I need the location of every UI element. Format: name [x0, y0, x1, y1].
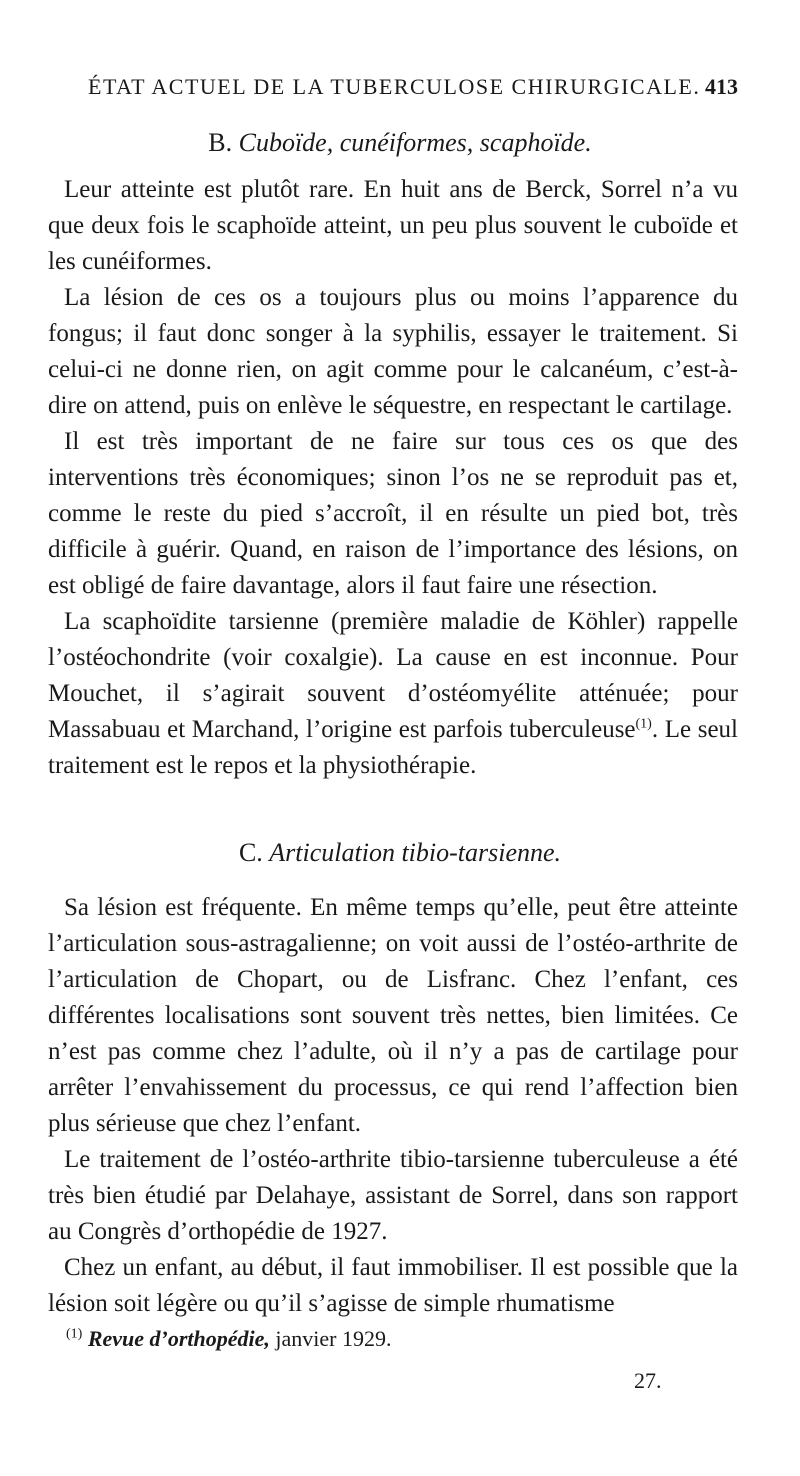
page-number: 413	[705, 74, 738, 99]
paragraph: Leur atteinte est plutôt rare. En huit ans de Berck, Sorrel n’a vu que deux fois le scaphoïde atteint, un peu plus souvent le cuboïde et les cunéiformes.	[48, 176, 738, 275]
footnote-journal: Revue d’orthopédie,	[87, 1326, 270, 1351]
paragraph: La lésion de ces os a toujours plus ou moins l’apparence du fongus; il faut donc songer à la syphilis, essayer le traitement. Si celui-ci ne donne rien, on agit comme pour le calcanéum, c’est-à-dire on attend, puis on enlève le séquestre, en respectant le cartilage.	[48, 284, 738, 419]
running-header	[88, 74, 738, 104]
printer-signature: 27.	[634, 1368, 662, 1393]
section-c-title: Articulation tibio-tarsienne.	[269, 838, 562, 867]
footnote-date: janvier 1929.	[275, 1326, 392, 1351]
paragraph-text: La scaphoïdite tarsienne (première maladie de Köhler) rappelle l’ostéochondrite (voir coxalgie). La cause en est inconnue. Pour Mouchet, il s’agirait souvent d’ostéomyélite atténuée; pour Massabuau et Marchand, l’origine est parfois tuberculeuse	[48, 608, 738, 743]
footnote-reference: (1)	[635, 716, 652, 732]
paragraph-text: . Le seul traitement est le repos et la physiothérapie.	[48, 716, 738, 779]
section-b-letter: B.	[208, 128, 233, 157]
section-b-title: Cuboïde, cunéiformes, scaphoïde.	[238, 128, 592, 157]
paragraph: Le traitement de l’ostéo-arthrite tibio-tarsienne tuberculeuse a été très bien étudié par Delahaye, assistant de Sorrel, dans son rapport au Congrès d’orthopédie de 1927.	[48, 1146, 738, 1245]
running-title: ÉTAT ACTUEL DE LA TUBERCULOSE CHIRURGICALE.	[88, 74, 701, 99]
section-b-body	[48, 172, 738, 784]
footnote-marker: (1)	[66, 1326, 83, 1342]
section-c-body	[48, 890, 738, 1322]
paragraph: Il est très important de ne faire sur tous ces os que des interventions très économiques; sinon l’os ne se reproduit pas et, comme le reste du pied s’accroît, il en résulte un pied bot, très difficile à guérir. Quand, en raison de l’importance des lésions, on est obligé de faire davantage, alors il faut faire une résection.	[48, 428, 738, 599]
paragraph	[48, 604, 738, 784]
paragraph: Chez un enfant, au début, il faut immobiliser. Il est possible que la lésion soit légère ou qu’il s’agisse de simple rhumatisme	[48, 1254, 738, 1317]
section-b-heading	[0, 128, 800, 158]
footnote	[66, 1326, 746, 1352]
paragraph: Sa lésion est fréquente. En même temps qu’elle, peut être atteinte l’articulation sous-astragalienne; on voit aussi de l’ostéo-arthrite de l’articulation de Chopart, ou de Lisfranc. Chez l’enfant, ces différentes localisations sont souvent très nettes, bien limitées. Ce n’est pas comme chez l’adulte, où il n’y a pas de cartilage pour arrêter l’envahissement du processus, ce qui rend l’affection bien plus sérieuse que chez l’enfant.	[48, 894, 738, 1137]
section-c-heading	[0, 838, 800, 868]
section-c-letter: C.	[238, 838, 263, 867]
